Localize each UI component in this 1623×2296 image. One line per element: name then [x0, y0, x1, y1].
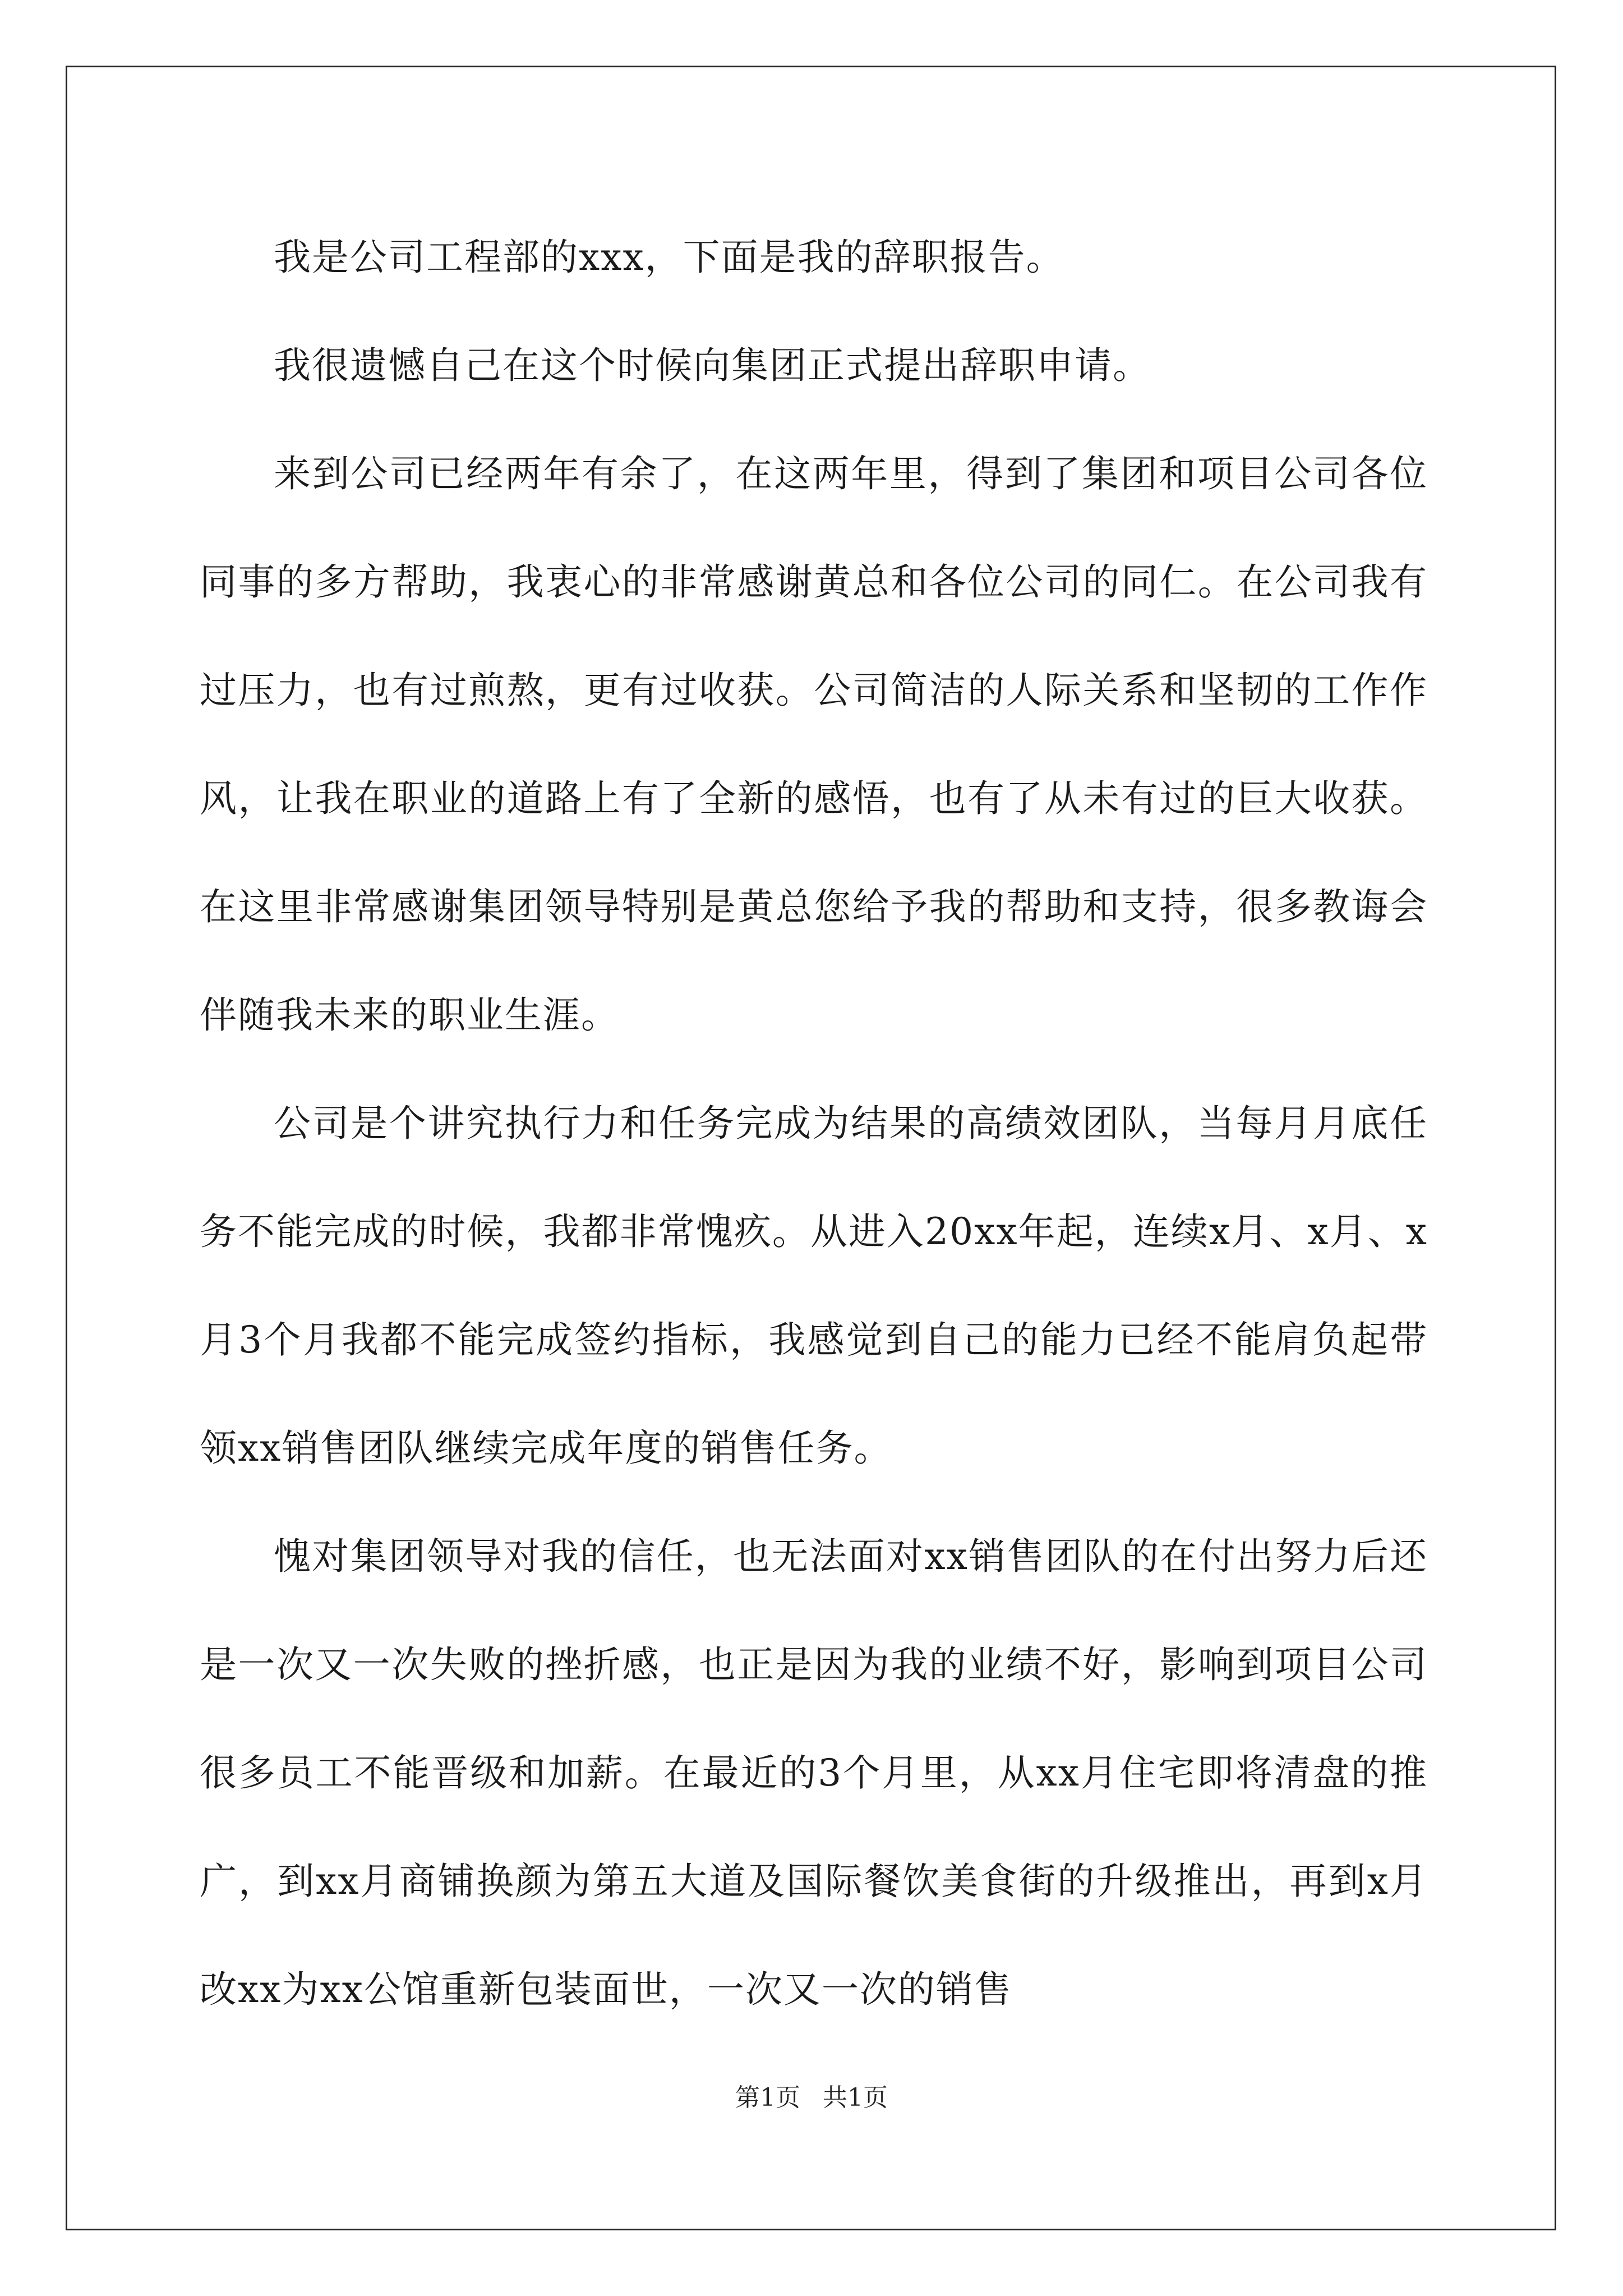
page-number: 第1页: [735, 2083, 800, 2112]
paragraph-2: 我很遗憾自己在这个时候向集团正式提出辞职申请。: [274, 344, 1151, 387]
page-footer: [0, 2081, 1623, 2115]
paragraph-4: 公司是个讲究执行力和任务完成为结果的高绩效团队，当每月月底任务不能完成的时候，我都非常愧疚。从进入20xx年起，连续x月、x月、x月3个月我都不能完成签约指标，我感觉到自己的能力已经不能肩负起带领xx销售团队继续完成年度的销售任务。: [200, 1102, 1428, 1470]
document-body: [200, 203, 1428, 2044]
paragraph-1: 我是公司工程部的xxx，下面是我的辞职报告。: [274, 236, 1064, 279]
paragraph-3: 来到公司已经两年有余了，在这两年里，得到了集团和项目公司各位同事的多方帮助，我衷心的非常感谢黄总和各位公司的同仁。在公司我有过压力，也有过煎熬，更有过收获。公司简洁的人际关系和坚韧的工作作风，让我在职业的道路上有了全新的感悟，也有了从未有过的巨大收获。在这里非常感谢集团领导特别是黄总您给予我的帮助和支持，很多教诲会伴随我未来的职业生涯。: [200, 452, 1428, 1037]
paragraph-5: 愧对集团领导对我的信任，也无法面对xx销售团队的在付出努力后还是一次又一次失败的挫折感，也正是因为我的业绩不好，影响到项目公司很多员工不能晋级和加薪。在最近的3个月里，从xx月住宅即将清盘的推广，到xx月商铺换颜为第五大道及国际餐饮美食街的升级推出，再到x月改xx为xx公馆重新包装面世，一次又一次的销售: [200, 1535, 1428, 2011]
page-total: 共1页: [823, 2083, 888, 2112]
